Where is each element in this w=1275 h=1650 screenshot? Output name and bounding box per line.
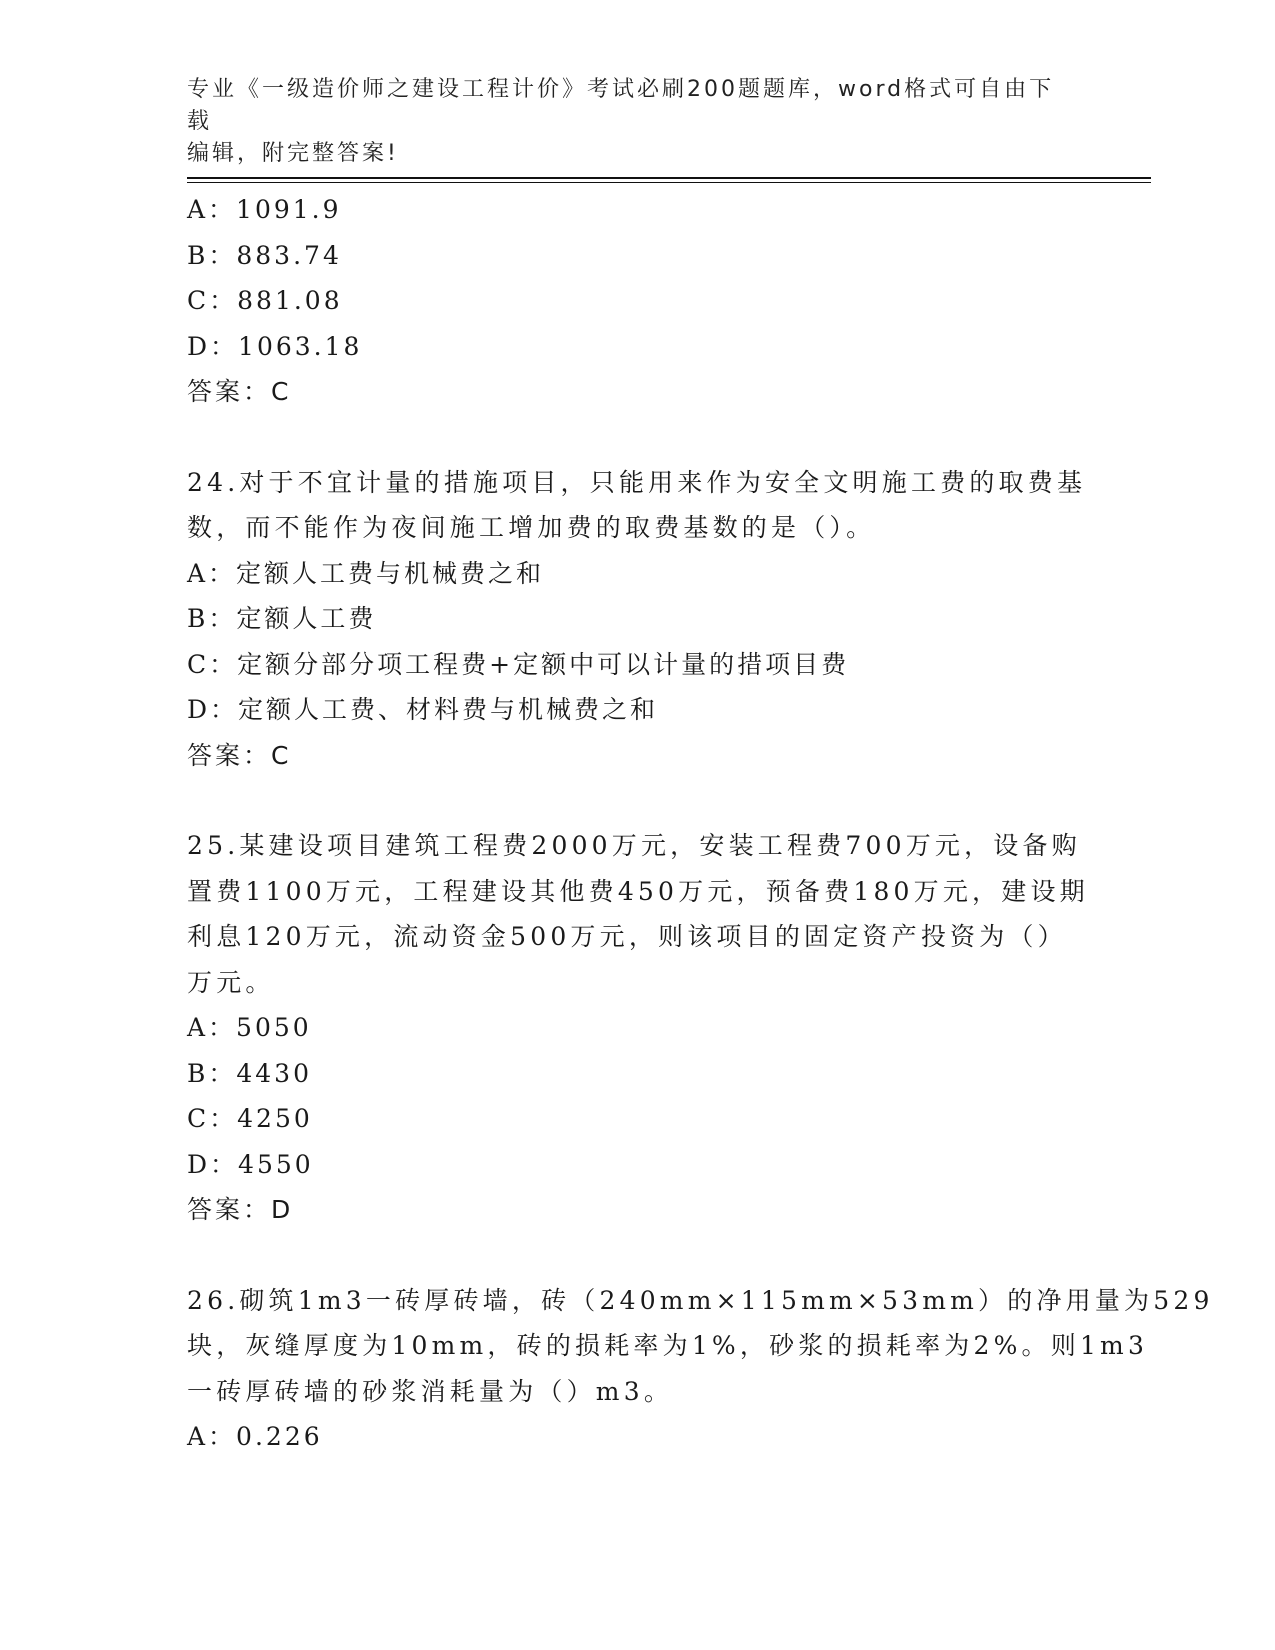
question-24 (187, 460, 1087, 779)
question-25 (187, 823, 1089, 1233)
answer: 答案：D (187, 1195, 294, 1224)
option-c: C：4250 (187, 1104, 313, 1133)
header-line-2: 编辑，附完整答案! (187, 141, 399, 166)
option-d: D：4550 (187, 1149, 314, 1179)
spacer (187, 778, 1077, 823)
option-a: A：1091.9 (187, 195, 342, 224)
question-stem-line: 24.对于不宜计量的措施项目，只能用来作为安全文明施工费的取费基 (187, 467, 1087, 497)
question-stem-line: 26.砌筑1m3一砖厚砖墙，砖（240mm×115mm×53mm）的净用量为529 (187, 1285, 1214, 1315)
header-divider-thick (187, 177, 1151, 179)
question-stem-line: 利息120万元，流动资金500万元，则该项目的固定资产投资为（） (187, 922, 1067, 951)
option-d: D：定额人工费、材料费与机械费之和 (187, 695, 659, 724)
option-a: A：5050 (187, 1013, 312, 1042)
option-b: B：883.74 (187, 240, 342, 270)
document-body (187, 187, 1214, 1460)
answer: 答案：C (187, 377, 292, 406)
option-a: A：0.226 (187, 1422, 323, 1451)
option-b: B：4430 (187, 1058, 312, 1088)
option-c: C：定额分部分项工程费+定额中可以计量的措项目费 (187, 649, 850, 679)
option-d: D：1063.18 (187, 331, 363, 361)
question-stem-line: 数，而不能作为夜间施工增加费的取费基数的是（）。 (187, 513, 876, 542)
option-a: A：定额人工费与机械费之和 (187, 558, 545, 588)
question-stem-line: 25.某建设项目建筑工程费2000万元，安装工程费700万元，设备购 (187, 831, 1081, 860)
question-stem-line: 置费1100万元，工程建设其他费450万元，预备费180万元，建设期 (187, 876, 1089, 906)
question-26 (187, 1278, 1214, 1460)
document-header (187, 74, 1067, 170)
option-b: B：定额人工费 (187, 604, 377, 633)
spacer (187, 415, 1077, 460)
header-divider-thin (187, 182, 1151, 183)
question-stem-line: 一砖厚砖墙的砂浆消耗量为（）m3。 (187, 1376, 674, 1406)
answer: 答案：C (187, 740, 292, 770)
question-stem-line: 块，灰缝厚度为10mm，砖的损耗率为1%，砂浆的损耗率为2%。则1m3 (187, 1331, 1149, 1360)
spacer (187, 1233, 1077, 1278)
question-23 (187, 187, 1077, 415)
option-c: C：881.08 (187, 286, 343, 315)
question-stem-line: 万元。 (187, 967, 275, 997)
header-line-1: 专业《一级造价师之建设工程计价》考试必刷200题题库，word格式可自由下载 (187, 77, 1055, 134)
